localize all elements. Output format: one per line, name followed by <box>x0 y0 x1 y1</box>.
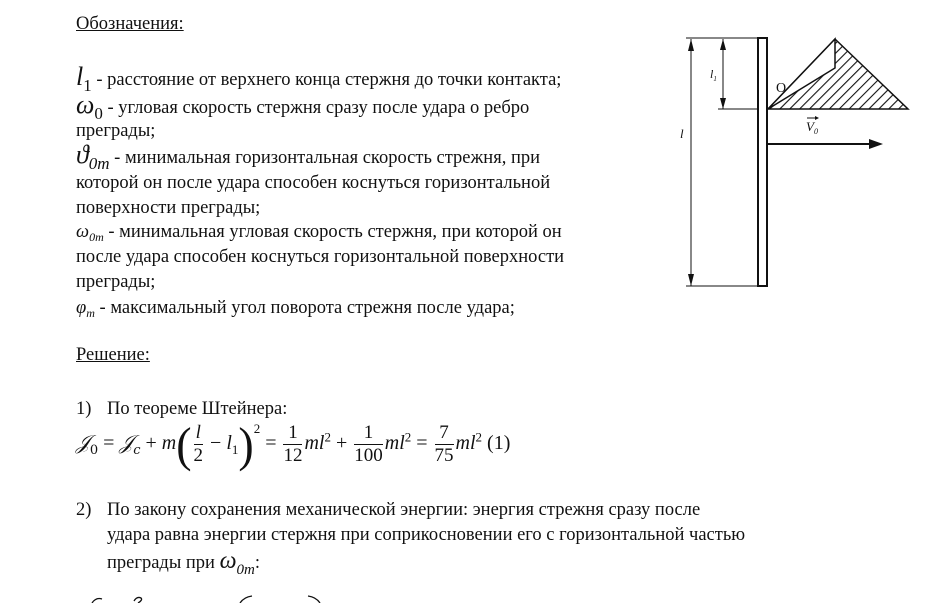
notation-theta0m: $ϑ_{0m}$ - минимальная горизонтальная скорость стрежня, при <box>76 140 541 173</box>
arrow-head-top-l <box>688 39 694 51</box>
power-2: 2 <box>475 429 483 445</box>
arrow-head-bottom-l1 <box>720 98 726 109</box>
label-o: O <box>776 81 787 96</box>
step2-number: 2) <box>76 500 92 520</box>
steiner-formula <box>76 418 510 471</box>
power-2: 2 <box>404 429 412 445</box>
cropped-formula-fragment <box>80 594 340 603</box>
label-l: l <box>680 126 684 141</box>
symbol-phim: $\varphi_m$ <box>76 298 95 320</box>
formula-term1: 𝒥$_c$ <box>119 430 141 459</box>
solution-heading: Решение: <box>76 345 150 365</box>
label-l1: $l_1$ <box>710 67 717 83</box>
paren-close: ) <box>238 417 254 472</box>
notation-l1: $l_1$ - расстояние от верхнего конца стержня до точки контакта; <box>76 62 562 95</box>
fraction-l-over-2: $\frac{l}{2}$ <box>193 422 204 466</box>
step1-number: 1) <box>76 399 92 419</box>
notation-line-cont: после удара способен коснуться горизонтальной поверхности <box>76 247 565 267</box>
notation-omega0m: $\omega_{0m}$ - минимальная угловая скорость стержня, при которой он <box>76 222 562 244</box>
velocity-arrow-head <box>869 139 883 149</box>
symbol-omega0m-step2: $\omega_{0m}$ <box>219 548 255 578</box>
notation-line-cont: преграды; <box>76 272 156 292</box>
equals-sign: = <box>103 432 115 455</box>
paren-open: ( <box>176 417 192 472</box>
step2-line2: удара равна энергии стержня при соприкосновении его с горизонтальной частью <box>107 525 746 545</box>
equals-sign: = <box>416 432 428 455</box>
ml-term: ml <box>455 432 476 455</box>
equation-label: (1) <box>487 432 511 455</box>
equals-sign: = <box>265 432 277 455</box>
symbol-l1: $l_1$ <box>76 62 92 95</box>
power-2: 2 <box>324 429 331 445</box>
symbol-omega0: $\omega_0$ <box>76 90 103 123</box>
step2-line1: По закону сохранения механической энергии: энергия стрежня сразу после <box>107 500 701 520</box>
step2-line3: преграды при $\omega_{0m}$: <box>107 548 260 578</box>
notation-line-cont: поверхности преграды; <box>76 198 261 218</box>
plus-sign: + <box>145 432 157 455</box>
step1-text: По теореме Штейнера: <box>107 399 288 419</box>
ml-term: ml <box>384 432 405 455</box>
obstacle-hatched <box>768 39 908 109</box>
notation-omega0: $\omega_0$ - угловая скорость стержня сразу после удара о ребро <box>76 90 530 123</box>
arrow-head-bottom-l <box>688 274 694 286</box>
mass-symbol: m <box>161 432 177 455</box>
notation-heading: Обозначения: <box>76 14 184 34</box>
notation-line-cont: которой он после удара способен коснуться горизонтальной <box>76 173 551 193</box>
ml-term: ml <box>304 432 325 455</box>
l1-symbol: $l_1$ <box>226 432 239 458</box>
fraction-1-100: $\frac{1}{100}$ <box>354 422 383 466</box>
symbol-theta0m: $ϑ_{0m}$ <box>76 140 110 173</box>
fraction-1-12: $\frac{1}{12}$ <box>283 422 303 466</box>
fraction-7-75: $\frac{7}{75}$ <box>434 422 454 466</box>
symbol-omega0m: $\omega_{0m}$ <box>76 222 104 244</box>
formula-lhs: 𝒥$_0$ <box>76 430 99 459</box>
label-v0: $V_0$ <box>806 119 818 136</box>
rod-diagram <box>670 20 920 300</box>
arrow-head-top-l1 <box>720 39 726 50</box>
plus-sign: + <box>335 432 348 455</box>
square-exponent: 2 <box>253 421 261 437</box>
notation-phim: $\varphi_m$ - максимальный угол поворота стрежня после удара; <box>76 298 515 320</box>
notation-line-cont: преграды; <box>76 121 156 141</box>
minus-sign: − <box>210 432 222 455</box>
vector-bar-arrow <box>815 116 819 120</box>
rod <box>758 38 767 286</box>
